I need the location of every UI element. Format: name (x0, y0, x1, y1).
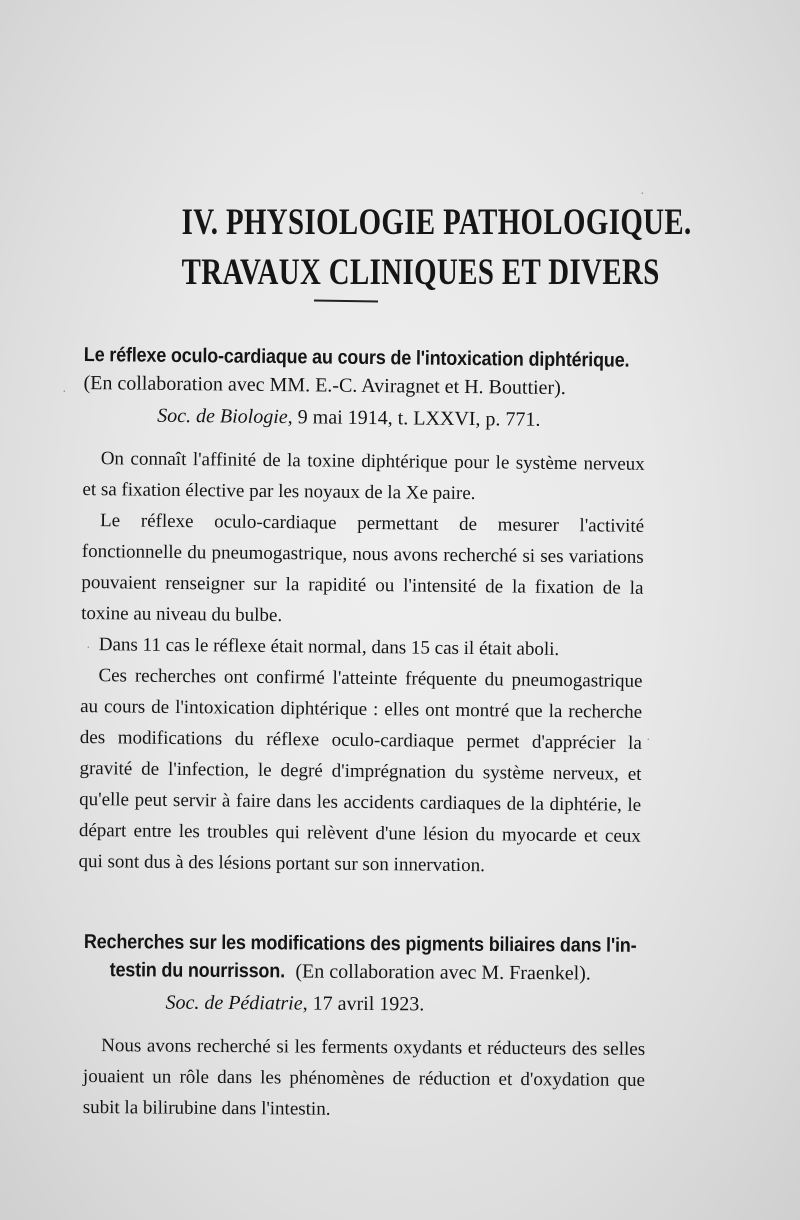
article-1-title: Le réflexe oculo-cardiaque au cours de l'intoxication diphtérique. (83, 343, 630, 372)
article-2-title-line-1: Recherches sur les modifications des pigments biliaires dans l'in- (83, 930, 637, 957)
scan-speck: · (62, 385, 67, 400)
article-2-source-journal: Soc. de Pédiatrie (165, 991, 303, 1015)
scan-speck: · (86, 641, 91, 656)
article-2-paragraph: Nous avons recherché si les ferments oxydants et réducteurs des selles jouaient un rôle dans les phénomènes de réduction et d'oxydation que subit la bilirubine dans l'intestin. (82, 1035, 646, 1120)
article-1-collaboration: (En collaboration avec MM. E.-C. Aviragnet et H. Bouttier). (83, 371, 566, 400)
article-2-body (83, 1030, 646, 1127)
article-2-source (83, 988, 645, 1020)
article-1-paragraph: Dans 11 cas le réflexe était normal, dans 15 cas il était aboli. (98, 634, 560, 660)
article-1-source-journal: Soc. de Biologie (157, 404, 288, 429)
article-1-source-details: , 9 mai 1914, t. LXXVI, p. 771. (287, 406, 541, 431)
article-2-collaboration: (En collaboration avec M. Fraenkel). (290, 960, 591, 985)
article-1 (78, 341, 646, 883)
chapter-title-line-2: TRAVAUX CLINIQUES ET DIVERS (181, 252, 660, 293)
article-1-paragraph: Le réflexe oculo-cardiaque permettant de mesurer l'activité fonctionnelle du pneumogastrique, nous avons recherché si ses variations pouvaient renseigner sur la rapidité ou l'intensité de la fixation de la toxine au niveau du bulbe. (81, 510, 645, 627)
chapter-title (181, 198, 692, 298)
article-1-body (78, 443, 645, 883)
scan-speck: · (646, 733, 651, 748)
article-2 (83, 928, 646, 1127)
article-2-title-line-2 (84, 956, 646, 988)
scan-speck: · (640, 187, 645, 202)
chapter-title-line-1: IV. PHYSIOLOGIE PATHOLOGIQUE. (181, 202, 692, 243)
title-divider (314, 299, 378, 302)
bleed-through-text (80, 142, 720, 177)
article-1-paragraph: Ces recherches ont confirmé l'atteinte fréquente du pneumogastrique au cours de l'intoxication diphtérique : elles ont montré que la recherche des modifications du réflexe oculo-cardiaque permet d'apprécier la gravité de l'infection, le degré d'imprégnation du système nerveux, et qu'elle peut servir à faire dans les accidents cardiaques de la diphtérie, le départ entre les troubles qui relèvent d'une lésion du myocarde et ceux qui sont dus à des lésions portant sur son innervation. (78, 665, 643, 877)
article-2-title-end: testin du nourrisson. (109, 959, 286, 983)
article-2-source-details: , 17 avril 1923. (302, 992, 425, 1016)
article-1-paragraph: On connaît l'affinité de la toxine diphtérique pour le système nerveux et sa fixation élective par les noyaux de la Xe paire. (82, 448, 645, 505)
article-1-source (83, 401, 645, 435)
